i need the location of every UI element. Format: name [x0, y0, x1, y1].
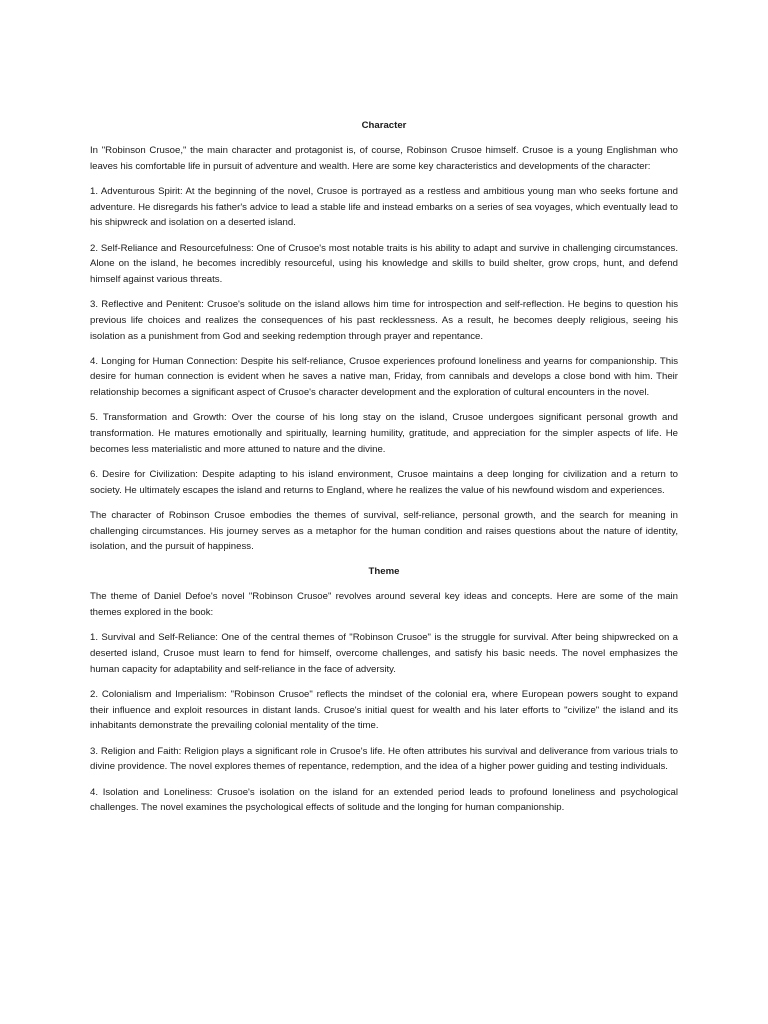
theme-paragraph: The theme of Daniel Defoe's novel "Robinson Crusoe" revolves around several key ideas and concepts. Here are some of the main themes explored in the book:: [90, 591, 678, 619]
theme-paragraph: 2. Colonialism and Imperialism: "Robinson Crusoe" reflects the mindset of the colonial era, where European powers sought to expand their influence and exploit resources in distant lands. Crusoe's initial quest for wealth and his later efforts to "civilize" the island and its inhabitants demonstrate the prevailing colonial mentality of the time.: [90, 688, 678, 732]
character-paragraph: The character of Robinson Crusoe embodies the themes of survival, self-reliance, personal growth, and the search for meaning in challenging circumstances. His journey serves as a metaphor for the human condition and raises questions about the nature of identity, isolation, and the pursuit of happiness.: [90, 509, 678, 553]
character-paragraph: 3. Reflective and Penitent: Crusoe's solitude on the island allows him time for introspection and self-reflection. He begins to question his previous life choices and realizes the consequences of his past recklessness. As a result, he becomes deeply religious, seeing his isolation as a punishment from God and seeking redemption through prayer and repentance.: [90, 299, 678, 342]
section-heading-theme: Theme: [368, 566, 400, 578]
character-paragraph: 2. Self-Reliance and Resourcefulness: One of Crusoe's most notable traits is his ability to adapt and survive in challenging circumstances. Alone on the island, he becomes incredibly resourceful, using his knowledge and skills to build shelter, grow crops, hunt, and defend himself against various threats.: [90, 242, 678, 285]
character-paragraph: 1. Adventurous Spirit: At the beginning of the novel, Crusoe is portrayed as a restless and ambitious young man who seeks fortune and adventure. He disregards his father's advice to lead a stable life and instead embarks on a series of sea voyages, which eventually lead to his shipwreck and isolation on a deserted island.: [90, 185, 678, 229]
theme-paragraph: 3. Religion and Faith: Religion plays a significant role in Crusoe's life. He often attributes his survival and deliverance from various trials to divine providence. The novel explores themes of repentance, redemption, and the idea of a higher power guiding and testing individuals.: [90, 745, 678, 773]
theme-paragraph: 4. Isolation and Loneliness: Crusoe's isolation on the island for an extended period leads to profound loneliness and psychological challenges. The novel examines the psychological effects of solitude and the longing for human companionship.: [90, 786, 678, 814]
section-heading-character: Character: [361, 120, 407, 131]
character-paragraph: In "Robinson Crusoe," the main character and protagonist is, of course, Robinson Crusoe himself. Crusoe is a young Englishman who leaves his comfortable life in pursuit of adventure and wealth. Here are some key characteristics and developments of the character:: [90, 145, 678, 172]
document-page: [90, 118, 678, 825]
character-paragraph: 5. Transformation and Growth: Over the course of his long stay on the island, Crusoe undergoes significant personal growth and transformation. He matures emotionally and spiritually, learning humility, gratitude, and appreciation for the simpler aspects of life. He becomes less materialistic and more attuned to nature and the divine.: [90, 412, 678, 455]
character-paragraph: 6. Desire for Civilization: Despite adapting to his island environment, Crusoe maintains a deep longing for civilization and a return to society. He ultimately escapes the island and returns to England, where he realizes the value of his newfound wisdom and experiences.: [90, 468, 678, 496]
theme-paragraph: 1. Survival and Self-Reliance: One of the central themes of "Robinson Crusoe" is the struggle for survival. After being shipwrecked on a deserted island, Crusoe must learn to fend for himself, overcome challenges, and satisfy his basic needs. The novel emphasizes the human capacity for adaptability and self-reliance in the face of adversity.: [90, 632, 678, 675]
character-paragraph: 4. Longing for Human Connection: Despite his self-reliance, Crusoe experiences profound loneliness and yearns for companionship. This desire for human connection is evident when he saves a native man, Friday, from cannibals and develops a close bond with him. Their relationship becomes a significant aspect of Crusoe's character development and the exploration of cultural encounters in the novel.: [90, 355, 678, 399]
